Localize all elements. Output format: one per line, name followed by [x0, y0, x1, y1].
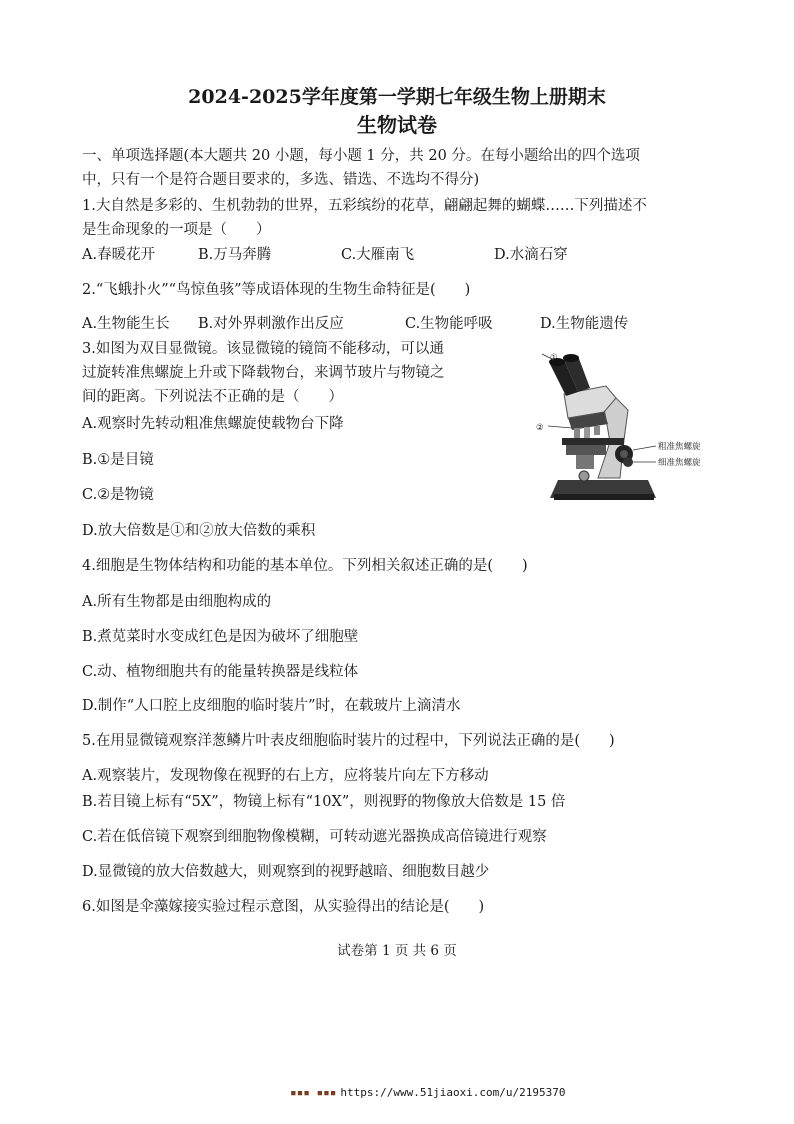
watermark-url: https://www.51jiaoxi.com/u/2195370	[340, 1086, 566, 1099]
q5-option-d: D.显微镜的放大倍数越大，则观察到的视野越暗、细胞数目越少	[82, 864, 490, 880]
q3-stem-line-3: 间的距离。下列说法不正确的是（ ）	[82, 389, 343, 405]
q1-option-d: D.水滴石穿	[494, 247, 568, 263]
q3-option-c: C.②是物镜	[82, 487, 154, 503]
q1-option-c: C.大雁南飞	[341, 247, 415, 263]
q4-option-a: A.所有生物都是由细胞构成的	[82, 594, 272, 610]
q1-stem-line-2: 是生命现象的一项是（ ）	[82, 222, 271, 238]
q4-option-d: D.制作“人口腔上皮细胞的临时装片”时，在载玻片上滴清水	[82, 698, 461, 714]
page-footer: 试卷第 1 页 共 6 页	[337, 943, 457, 959]
q3-stem-line-1: 3.如图为双目显微镜。该显微镜的镜筒不能移动，可以通	[82, 341, 444, 357]
q2-option-b: B.对外界刺激作出反应	[198, 316, 344, 332]
figure-label-eyepiece: ①	[550, 353, 558, 363]
q4-option-b: B.煮苋菜时水变成红色是因为破坏了细胞壁	[82, 629, 359, 645]
q2-stem: 2.“飞蛾扑火”“鸟惊鱼骇”等成语体现的生物生命特征是( )	[82, 282, 471, 298]
watermark	[290, 1086, 566, 1100]
q4-option-c: C.动、植物细胞共有的能量转换器是线粒体	[82, 664, 359, 680]
section-intro-line-2: 中，只有一个是符合题目要求的，多选、错选、不选均不得分)	[82, 172, 480, 188]
figure-label-fine-focus: 细准焦螺旋	[658, 458, 701, 468]
q4-stem: 4.细胞是生物体结构和功能的基本单位。下列相关叙述正确的是( )	[82, 558, 528, 574]
figure-label-coarse-focus: 粗准焦螺旋	[658, 442, 701, 452]
q5-option-a: A.观察装片，发现物像在视野的右上方，应将装片向左下方移动	[82, 768, 489, 784]
section-intro-line-1: 一、单项选择题(本大题共 20 小题，每小题 1 分，共 20 分。在每小题给出的四个选项	[82, 148, 640, 164]
microscope-illustration	[528, 350, 708, 510]
q2-option-c: C.生物能呼吸	[405, 316, 493, 332]
exam-subtitle: 生物试卷	[357, 113, 437, 137]
q2-option-a: A.生物能生长	[82, 316, 170, 332]
q3-stem-line-2: 过旋转准焦螺旋上升或下降载物台，来调节玻片与物镜之	[82, 365, 445, 381]
q3-option-a: A.观察时先转动粗准焦螺旋使载物台下降	[82, 416, 344, 432]
q5-option-b: B.若目镜上标有“5X”，物镜上标有“10X”，则视野的物像放大倍数是 15 倍	[82, 794, 566, 810]
q1-option-b: B.万马奔腾	[198, 247, 272, 263]
figure-label-objective: ②	[536, 423, 544, 433]
q3-option-d: D.放大倍数是①和②放大倍数的乘积	[82, 523, 316, 539]
q1-option-a: A.春暖花开	[82, 247, 156, 263]
q5-stem: 5.在用显微镜观察洋葱鳞片叶表皮细胞临时装片的过程中，下列说法正确的是( )	[82, 733, 615, 749]
exam-title: 2024-2025学年度第一学期七年级生物上册期末	[188, 86, 606, 108]
microscope-figure	[528, 350, 708, 510]
q2-option-d: D.生物能遗传	[540, 316, 629, 332]
q1-stem-line-1: 1.大自然是多彩的、生机勃勃的世界，五彩缤纷的花草，翩翩起舞的蝴蝶……下列描述不	[82, 198, 647, 214]
q5-option-c: C.若在低倍镜下观察到细胞物像模糊，可转动遮光器换成高倍镜进行观察	[82, 829, 547, 845]
q6-stem: 6.如图是伞藻嫁接实验过程示意图，从实验得出的结论是( )	[82, 899, 485, 915]
q3-option-b: B.①是目镜	[82, 452, 154, 468]
watermark-logo-icon: ▪▪▪ ▪▪▪	[290, 1086, 337, 1099]
